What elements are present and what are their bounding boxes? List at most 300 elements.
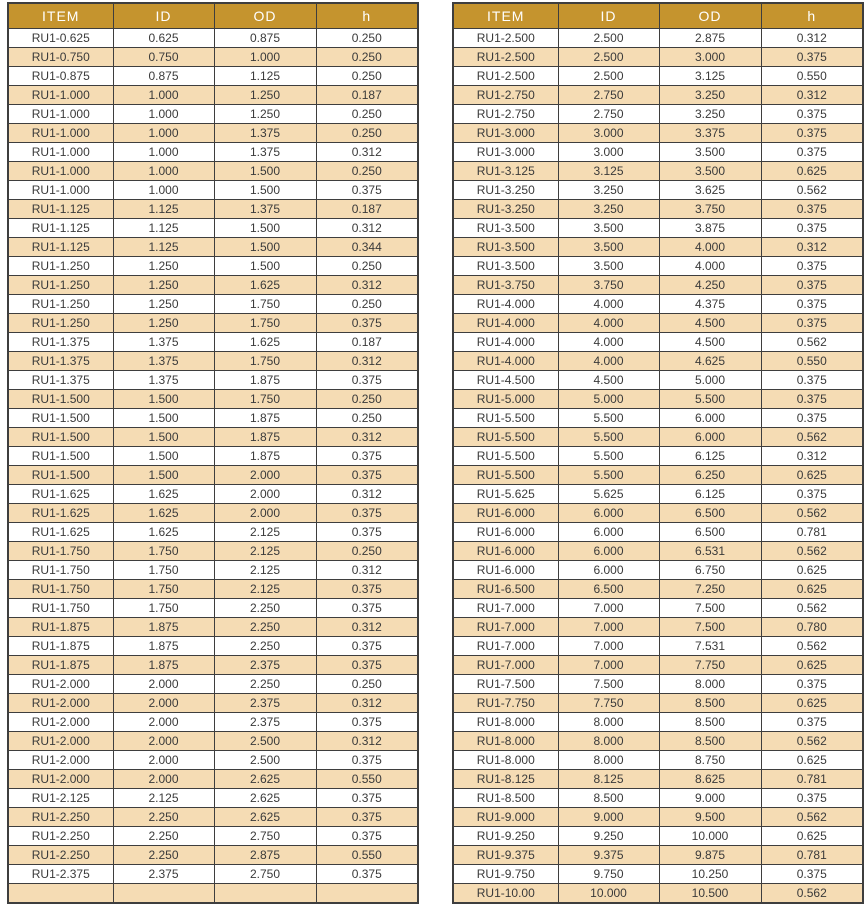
- od-cell: 8.625: [659, 770, 761, 789]
- item-cell: RU1-1.125: [8, 238, 113, 257]
- h-cell: 0.550: [316, 846, 418, 865]
- od-cell: 9.500: [659, 808, 761, 827]
- od-cell: 8.500: [659, 694, 761, 713]
- table-row: [8, 542, 418, 561]
- table-row: [8, 485, 418, 504]
- od-cell: 6.750: [659, 561, 761, 580]
- od-cell: 3.500: [659, 162, 761, 181]
- item-cell: RU1-0.875: [8, 67, 113, 86]
- od-cell: 9.000: [659, 789, 761, 808]
- h-cell: 0.375: [316, 447, 418, 466]
- item-cell: RU1-1.875: [8, 656, 113, 675]
- h-cell: 0.375: [316, 466, 418, 485]
- od-cell: 1.750: [214, 390, 316, 409]
- item-cell: RU1-5.000: [453, 390, 558, 409]
- item-cell: RU1-2.500: [453, 29, 558, 48]
- id-cell: 3.125: [558, 162, 659, 181]
- id-cell: 1.000: [113, 143, 214, 162]
- item-cell: RU1-3.500: [453, 257, 558, 276]
- col-header-h: h: [316, 3, 418, 29]
- od-cell: 2.875: [659, 29, 761, 48]
- h-cell: 0.375: [761, 295, 863, 314]
- id-cell: 1.250: [113, 314, 214, 333]
- table-row: [8, 238, 418, 257]
- table-row: [8, 390, 418, 409]
- h-cell: 0.375: [316, 371, 418, 390]
- h-cell: 0.312: [316, 732, 418, 751]
- od-cell: 4.375: [659, 295, 761, 314]
- item-cell: RU1-1.000: [8, 86, 113, 105]
- h-cell: 0.250: [316, 542, 418, 561]
- id-cell: 2.250: [113, 808, 214, 827]
- id-cell: 8.000: [558, 713, 659, 732]
- id-cell: 4.500: [558, 371, 659, 390]
- id-cell: 1.250: [113, 276, 214, 295]
- h-cell: 0.375: [761, 276, 863, 295]
- id-cell: 7.000: [558, 618, 659, 637]
- item-cell: RU1-1.625: [8, 504, 113, 523]
- item-cell: RU1-5.500: [453, 466, 558, 485]
- od-cell: 3.625: [659, 181, 761, 200]
- id-cell: 8.125: [558, 770, 659, 789]
- item-cell: RU1-4.000: [453, 295, 558, 314]
- od-cell: 3.250: [659, 86, 761, 105]
- od-cell: 2.875: [214, 846, 316, 865]
- col-header-od: OD: [214, 3, 316, 29]
- table-row: [453, 846, 863, 865]
- id-cell: 8.000: [558, 732, 659, 751]
- table-row: [453, 238, 863, 257]
- id-cell: 10.000: [558, 884, 659, 904]
- id-cell: 1.125: [113, 200, 214, 219]
- table-row: [453, 561, 863, 580]
- h-cell: 0.625: [761, 656, 863, 675]
- od-cell: 2.375: [214, 656, 316, 675]
- od-cell: 1.500: [214, 238, 316, 257]
- h-cell: 0.562: [761, 333, 863, 352]
- item-cell: RU1-4.000: [453, 333, 558, 352]
- h-cell: 0.375: [761, 409, 863, 428]
- item-cell: RU1-9.000: [453, 808, 558, 827]
- item-cell: RU1-2.750: [453, 105, 558, 124]
- id-cell: 0.625: [113, 29, 214, 48]
- od-cell: 2.500: [214, 732, 316, 751]
- table-row: [8, 599, 418, 618]
- h-cell: 0.625: [761, 162, 863, 181]
- id-cell: 1.000: [113, 181, 214, 200]
- od-cell: 6.000: [659, 409, 761, 428]
- table-row: [8, 618, 418, 637]
- od-cell: 3.750: [659, 200, 761, 219]
- table-row: [8, 257, 418, 276]
- id-cell: 6.500: [558, 580, 659, 599]
- id-cell: 1.250: [113, 257, 214, 276]
- id-cell: 6.000: [558, 504, 659, 523]
- h-cell: 0.781: [761, 846, 863, 865]
- item-cell: RU1-1.250: [8, 295, 113, 314]
- h-cell: 0.187: [316, 333, 418, 352]
- od-cell: 8.500: [659, 713, 761, 732]
- od-cell: 2.250: [214, 599, 316, 618]
- id-cell: 1.000: [113, 124, 214, 143]
- item-cell: RU1-4.500: [453, 371, 558, 390]
- table-row: [8, 219, 418, 238]
- od-cell: 1.500: [214, 181, 316, 200]
- od-cell: 1.125: [214, 67, 316, 86]
- od-cell: 2.750: [214, 865, 316, 884]
- item-cell: RU1-9.750: [453, 865, 558, 884]
- h-cell: 0.562: [761, 732, 863, 751]
- h-cell: 0.312: [316, 561, 418, 580]
- od-cell: 2.000: [214, 504, 316, 523]
- item-cell: RU1-6.000: [453, 504, 558, 523]
- table-row: [453, 48, 863, 67]
- h-cell: 0.375: [761, 143, 863, 162]
- table-row: [8, 789, 418, 808]
- col-header-item: ITEM: [453, 3, 558, 29]
- item-cell: RU1-1.875: [8, 618, 113, 637]
- od-cell: 3.375: [659, 124, 761, 143]
- id-cell: 1.625: [113, 523, 214, 542]
- table-row: [453, 637, 863, 656]
- od-cell: 1.250: [214, 105, 316, 124]
- id-cell: 1.500: [113, 428, 214, 447]
- od-cell: 1.500: [214, 219, 316, 238]
- h-cell: 0.250: [316, 48, 418, 67]
- h-cell: 0.375: [761, 219, 863, 238]
- h-cell: 0.375: [316, 713, 418, 732]
- h-cell: 0.250: [316, 675, 418, 694]
- item-cell: RU1-9.375: [453, 846, 558, 865]
- item-cell: RU1-1.125: [8, 219, 113, 238]
- id-cell: 1.625: [113, 485, 214, 504]
- id-cell: 1.000: [113, 162, 214, 181]
- id-cell: 1.125: [113, 219, 214, 238]
- item-cell: RU1-1.375: [8, 352, 113, 371]
- id-cell: 3.750: [558, 276, 659, 295]
- col-header-od: OD: [659, 3, 761, 29]
- h-cell: 0.312: [316, 276, 418, 295]
- table-row: [453, 713, 863, 732]
- od-cell: 4.000: [659, 238, 761, 257]
- id-cell: 8.500: [558, 789, 659, 808]
- item-cell: RU1-1.000: [8, 105, 113, 124]
- item-cell: RU1-9.250: [453, 827, 558, 846]
- id-cell: 7.750: [558, 694, 659, 713]
- od-cell: 8.000: [659, 675, 761, 694]
- table-row: [8, 181, 418, 200]
- id-cell: 1.750: [113, 599, 214, 618]
- h-cell: 0.312: [316, 143, 418, 162]
- table-row: [8, 162, 418, 181]
- table-row: [8, 523, 418, 542]
- item-cell: RU1-4.000: [453, 352, 558, 371]
- item-cell: RU1-3.500: [453, 219, 558, 238]
- id-cell: 1.250: [113, 295, 214, 314]
- item-cell: RU1-1.750: [8, 580, 113, 599]
- od-cell: 2.125: [214, 523, 316, 542]
- table-row: [8, 276, 418, 295]
- id-cell: 2.250: [113, 846, 214, 865]
- id-cell: 1.500: [113, 409, 214, 428]
- table-row: [8, 352, 418, 371]
- id-cell: [113, 884, 214, 904]
- h-cell: 0.250: [316, 105, 418, 124]
- table-row: [453, 162, 863, 181]
- id-cell: 2.250: [113, 827, 214, 846]
- item-cell: RU1-1.250: [8, 257, 113, 276]
- h-cell: 0.187: [316, 86, 418, 105]
- od-cell: 7.750: [659, 656, 761, 675]
- h-cell: 0.625: [761, 827, 863, 846]
- table-row: [8, 295, 418, 314]
- h-cell: 0.375: [761, 371, 863, 390]
- od-cell: 6.531: [659, 542, 761, 561]
- od-cell: 3.500: [659, 143, 761, 162]
- header-row: [453, 3, 863, 29]
- item-cell: RU1-1.500: [8, 466, 113, 485]
- od-cell: 10.500: [659, 884, 761, 904]
- size-table-right: [452, 2, 864, 904]
- item-cell: RU1-0.750: [8, 48, 113, 67]
- od-cell: 2.125: [214, 580, 316, 599]
- h-cell: 0.625: [761, 751, 863, 770]
- od-cell: 1.875: [214, 371, 316, 390]
- item-cell: [8, 884, 113, 904]
- table-row: [8, 656, 418, 675]
- h-cell: 0.375: [316, 827, 418, 846]
- h-cell: 0.562: [761, 808, 863, 827]
- od-cell: 4.250: [659, 276, 761, 295]
- h-cell: 0.375: [316, 656, 418, 675]
- h-cell: 0.375: [316, 599, 418, 618]
- table-row: [8, 143, 418, 162]
- od-cell: 2.250: [214, 675, 316, 694]
- table-row: [453, 580, 863, 599]
- id-cell: 7.000: [558, 656, 659, 675]
- h-cell: 0.781: [761, 523, 863, 542]
- item-cell: RU1-1.750: [8, 542, 113, 561]
- od-cell: 7.500: [659, 618, 761, 637]
- table-header: [8, 3, 418, 29]
- id-cell: 4.000: [558, 333, 659, 352]
- od-cell: 4.000: [659, 257, 761, 276]
- table-row: [8, 827, 418, 846]
- item-cell: RU1-8.000: [453, 751, 558, 770]
- od-cell: 3.000: [659, 48, 761, 67]
- col-header-id: ID: [558, 3, 659, 29]
- table-row: [453, 105, 863, 124]
- table-row: [453, 599, 863, 618]
- table-row: [453, 257, 863, 276]
- id-cell: 2.500: [558, 67, 659, 86]
- h-cell: 0.312: [316, 485, 418, 504]
- od-cell: 6.500: [659, 504, 761, 523]
- h-cell: 0.781: [761, 770, 863, 789]
- od-cell: 2.750: [214, 827, 316, 846]
- table-row: [8, 732, 418, 751]
- item-cell: RU1-1.625: [8, 485, 113, 504]
- h-cell: 0.250: [316, 295, 418, 314]
- item-cell: RU1-2.500: [453, 67, 558, 86]
- id-cell: 1.875: [113, 656, 214, 675]
- table-body: [8, 29, 418, 904]
- item-cell: RU1-1.000: [8, 162, 113, 181]
- id-cell: 6.000: [558, 561, 659, 580]
- item-cell: RU1-2.000: [8, 770, 113, 789]
- id-cell: 4.000: [558, 295, 659, 314]
- item-cell: RU1-1.250: [8, 314, 113, 333]
- table-row: [8, 713, 418, 732]
- table-row: [453, 789, 863, 808]
- h-cell: 0.344: [316, 238, 418, 257]
- id-cell: 8.000: [558, 751, 659, 770]
- table-row: [453, 675, 863, 694]
- id-cell: 2.500: [558, 29, 659, 48]
- item-cell: RU1-1.500: [8, 390, 113, 409]
- od-cell: 1.625: [214, 276, 316, 295]
- item-cell: RU1-1.875: [8, 637, 113, 656]
- id-cell: 1.875: [113, 618, 214, 637]
- id-cell: 3.250: [558, 181, 659, 200]
- h-cell: 0.375: [316, 181, 418, 200]
- id-cell: 3.250: [558, 200, 659, 219]
- h-cell: 0.250: [316, 257, 418, 276]
- item-cell: RU1-6.500: [453, 580, 558, 599]
- item-cell: RU1-1.375: [8, 333, 113, 352]
- h-cell: 0.312: [316, 428, 418, 447]
- item-cell: RU1-5.500: [453, 409, 558, 428]
- h-cell: 0.250: [316, 162, 418, 181]
- item-cell: RU1-7.000: [453, 618, 558, 637]
- h-cell: 0.375: [761, 675, 863, 694]
- od-cell: 2.375: [214, 713, 316, 732]
- table-row: [8, 637, 418, 656]
- h-cell: 0.375: [761, 390, 863, 409]
- id-cell: 1.750: [113, 561, 214, 580]
- od-cell: 6.000: [659, 428, 761, 447]
- item-cell: RU1-8.000: [453, 713, 558, 732]
- id-cell: 7.000: [558, 599, 659, 618]
- id-cell: 5.500: [558, 447, 659, 466]
- od-cell: 1.500: [214, 257, 316, 276]
- item-cell: RU1-1.000: [8, 124, 113, 143]
- table-row: [8, 333, 418, 352]
- item-cell: RU1-1.750: [8, 561, 113, 580]
- od-cell: 7.250: [659, 580, 761, 599]
- table-row: [453, 542, 863, 561]
- od-cell: 2.250: [214, 637, 316, 656]
- id-cell: 9.375: [558, 846, 659, 865]
- id-cell: 9.250: [558, 827, 659, 846]
- col-header-id: ID: [113, 3, 214, 29]
- od-cell: [214, 884, 316, 904]
- id-cell: 5.500: [558, 409, 659, 428]
- item-cell: RU1-1.500: [8, 409, 113, 428]
- id-cell: 1.375: [113, 352, 214, 371]
- item-cell: RU1-2.250: [8, 808, 113, 827]
- h-cell: 0.562: [761, 884, 863, 904]
- table-row: [453, 656, 863, 675]
- table-row: [453, 390, 863, 409]
- item-cell: RU1-2.250: [8, 827, 113, 846]
- table-row: [8, 808, 418, 827]
- id-cell: 3.500: [558, 257, 659, 276]
- table-row: [8, 314, 418, 333]
- od-cell: 6.500: [659, 523, 761, 542]
- od-cell: 10.000: [659, 827, 761, 846]
- od-cell: 3.250: [659, 105, 761, 124]
- table-row: [8, 580, 418, 599]
- id-cell: 2.000: [113, 732, 214, 751]
- od-cell: 2.125: [214, 542, 316, 561]
- h-cell: [316, 884, 418, 904]
- id-cell: 2.000: [113, 751, 214, 770]
- table-row: [453, 276, 863, 295]
- item-cell: RU1-2.000: [8, 694, 113, 713]
- table-row: [453, 124, 863, 143]
- size-table-left: [7, 2, 419, 904]
- id-cell: 1.000: [113, 105, 214, 124]
- table-row: [453, 295, 863, 314]
- od-cell: 6.250: [659, 466, 761, 485]
- table-row: [8, 409, 418, 428]
- h-cell: 0.375: [316, 504, 418, 523]
- id-cell: 2.000: [113, 770, 214, 789]
- h-cell: 0.250: [316, 124, 418, 143]
- table-row: [453, 466, 863, 485]
- table-row: [453, 219, 863, 238]
- table-row: [453, 352, 863, 371]
- h-cell: 0.250: [316, 409, 418, 428]
- table-row: [453, 86, 863, 105]
- id-cell: 0.750: [113, 48, 214, 67]
- table-body: [453, 29, 863, 904]
- h-cell: 0.562: [761, 504, 863, 523]
- od-cell: 2.500: [214, 751, 316, 770]
- item-cell: RU1-7.500: [453, 675, 558, 694]
- od-cell: 5.500: [659, 390, 761, 409]
- od-cell: 4.500: [659, 333, 761, 352]
- item-cell: RU1-5.500: [453, 428, 558, 447]
- id-cell: 2.750: [558, 105, 659, 124]
- od-cell: 1.625: [214, 333, 316, 352]
- od-cell: 1.750: [214, 352, 316, 371]
- id-cell: 9.000: [558, 808, 659, 827]
- od-cell: 2.625: [214, 789, 316, 808]
- table-row: [8, 105, 418, 124]
- table-row: [8, 29, 418, 48]
- item-cell: RU1-3.000: [453, 143, 558, 162]
- od-cell: 1.375: [214, 124, 316, 143]
- id-cell: 1.500: [113, 466, 214, 485]
- od-cell: 1.750: [214, 314, 316, 333]
- od-cell: 4.500: [659, 314, 761, 333]
- od-cell: 1.750: [214, 295, 316, 314]
- id-cell: 2.000: [113, 675, 214, 694]
- item-cell: RU1-7.000: [453, 656, 558, 675]
- h-cell: 0.312: [316, 352, 418, 371]
- od-cell: 6.125: [659, 485, 761, 504]
- table-row: [453, 485, 863, 504]
- h-cell: 0.562: [761, 542, 863, 561]
- h-cell: 0.550: [761, 352, 863, 371]
- item-cell: RU1-6.000: [453, 561, 558, 580]
- table-row: [453, 29, 863, 48]
- h-cell: 0.375: [761, 105, 863, 124]
- od-cell: 1.375: [214, 200, 316, 219]
- item-cell: RU1-1.125: [8, 200, 113, 219]
